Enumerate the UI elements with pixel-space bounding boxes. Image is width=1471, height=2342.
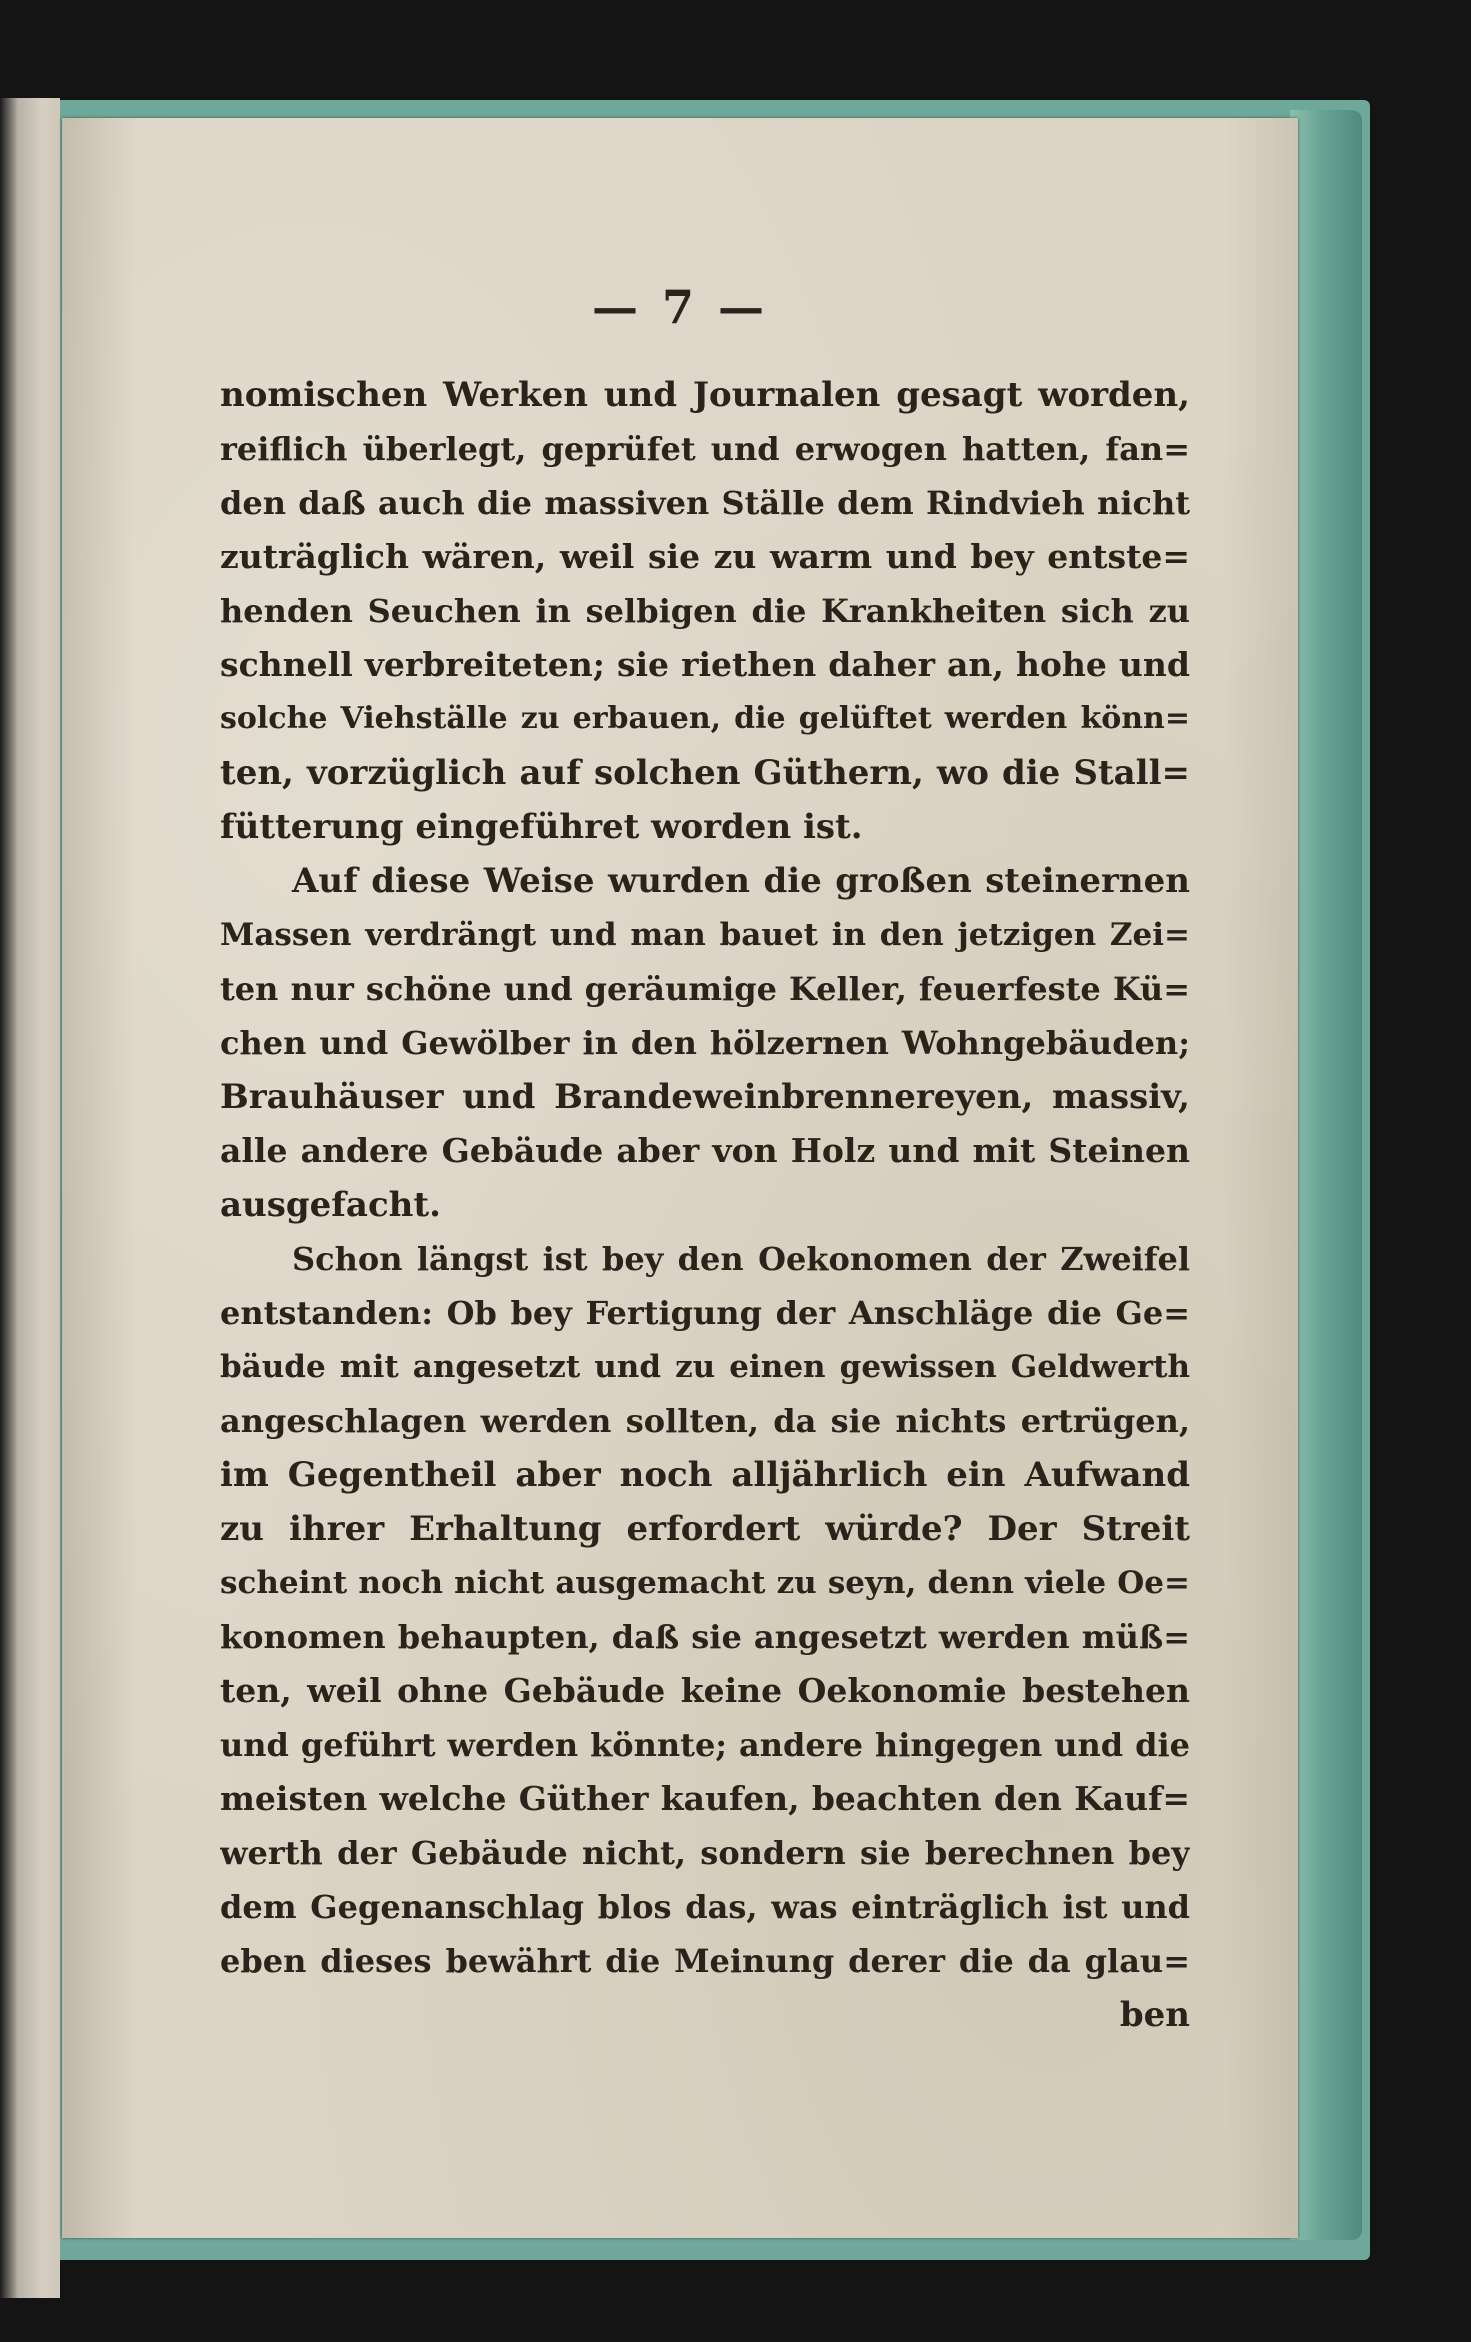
paragraph-start-line: Schon längst ist bey den Oekonomen der Zweifel <box>292 1240 1190 1278</box>
text-line: Brauhäuser und Brandeweinbrennereyen, massiv, <box>220 1077 1190 1117</box>
text-line: reiflich überlegt, geprüfet und erwogen hatten, fan= <box>220 430 1190 468</box>
text-line: schnell verbreiteten; sie riethen daher an, hohe und <box>220 645 1190 684</box>
facing-page-edge <box>0 98 60 2298</box>
text-line: Massen verdrängt und man bauet in den jetzigen Zei= <box>220 917 1190 953</box>
text-line: zuträglich wären, weil sie zu warm und bey entste= <box>220 537 1190 576</box>
text-line: ten, weil ohne Gebäude keine Oekonomie bestehen <box>220 1671 1190 1710</box>
text-line: den daß auch die massiven Ställe dem Rindvieh nicht <box>220 484 1190 522</box>
text-line: ten, vorzüglich auf solchen Güthern, wo die Stall= <box>220 753 1190 793</box>
book-page <box>62 118 1298 2238</box>
text-line: bäude mit angesetzt und zu einen gewissen Geldwerth <box>220 1349 1190 1385</box>
page-body <box>220 368 1190 2042</box>
text-line: werth der Gebäude nicht, sondern sie berechnen bey <box>220 1834 1190 1872</box>
text-line: ten nur schöne und geräumige Keller, feuerfeste Kü= <box>220 970 1190 1008</box>
text-line: eben dieses bewährt die Meinung derer die da glau= <box>220 1942 1190 1980</box>
text-line: konomen behaupten, daß sie angesetzt werden müß= <box>220 1618 1190 1656</box>
text-line: entstanden: Ob bey Fertigung der Anschläge die Ge= <box>220 1294 1190 1332</box>
text-line: zu ihrer Erhaltung erfordert würde? Der Streit <box>220 1509 1190 1549</box>
text-line: scheint noch nicht ausgemacht zu seyn, denn viele Oe= <box>220 1565 1190 1601</box>
text-line: solche Viehställe zu erbauen, die gelüftet werden könn= <box>220 701 1190 736</box>
text-line: im Gegentheil aber noch alljährlich ein Aufwand <box>220 1455 1190 1495</box>
text-line: dem Gegenanschlag blos das, was einträglich ist und <box>220 1888 1190 1926</box>
text-line: und geführt werden könnte; andere hingegen und die <box>220 1726 1190 1764</box>
text-line: chen und Gewölber in den hölzernen Wohngebäuden; <box>220 1024 1190 1062</box>
catchword: ben <box>1119 1995 1190 2035</box>
paragraph-start-line: Auf diese Weise wurden die großen steinernen <box>292 861 1190 901</box>
text-line: ausgefacht. <box>220 1185 441 1225</box>
text-line: angeschlagen werden sollten, da sie nichts ertrügen, <box>220 1402 1190 1440</box>
text-line: alle andere Gebäude aber von Holz und mit Steinen <box>220 1131 1190 1170</box>
book-cover-edge <box>1290 110 1362 2240</box>
text-line: meisten welche Güther kaufen, beachten den Kauf= <box>220 1779 1190 1818</box>
text-line: nomischen Werken und Journalen gesagt worden, <box>220 375 1190 415</box>
page-number-header: — 7 — <box>591 280 769 334</box>
text-line: fütterung eingeführet worden ist. <box>220 807 863 847</box>
text-line: henden Seuchen in selbigen die Krankheiten sich zu <box>220 592 1190 630</box>
